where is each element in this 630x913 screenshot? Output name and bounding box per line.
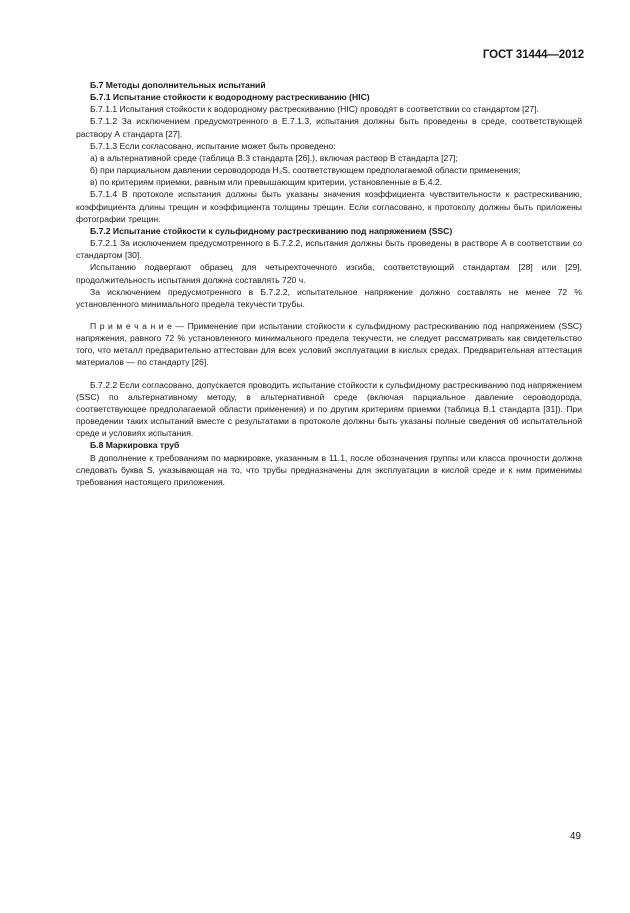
paragraph: Б.7.1.2 За исключением предусмотренного в Е.7.1.3, испытания должны быть проведены в среде, соответствующей раствору А стандарта [27].	[76, 116, 582, 139]
paragraph: В дополнение к требованиям по маркировке, указанным в 11.1, после обозначения группы или класса прочности должна следовать буква S, указывающая на то, что трубы предназначены для эксплуатации в кислой среде и к ним применимы требования настоящего приложения.	[76, 452, 582, 487]
page-number: 49	[569, 831, 581, 842]
paragraph: Б.7.1.4 В протоколе испытания должны быть указаны значения коэффициента чувствительности к растрескиванию, коэффициента длины трещин и коэффициента толщины трещин. Если согласовано, к протоколу должны быть приложены фотографии трещин.	[76, 189, 582, 224]
document-number: ГОСТ 31444—2012	[482, 49, 584, 61]
section-heading-b71: Б.7.1 Испытание стойкости к водородному растрескиванию (HIC)	[90, 92, 370, 103]
section-heading-b8: Б.8 Маркировка труб	[90, 440, 180, 451]
list-item: в) по критериям приемки, равным или превышающим критерии, установленные в Б.4.2.	[90, 177, 443, 188]
paragraph: Б.7.1.1 Испытания стойкости к водородному растрескиванию (HIC) проводят в соответствии со стандартом [27].	[90, 104, 539, 115]
section-heading-b7: Б.7 Методы дополнительных испытаний	[90, 80, 266, 90]
list-item: б) при парциальном давлении сероводорода H₂S, соответствующем предполагаемой области применения;	[90, 165, 521, 176]
paragraph: Б.7.2.2 Если согласовано, допускается проводить испытание стойкости к сульфидному растрескиванию под напряжением (SSC) по альтернативному методу, в альтернативной среде (включая парциальное давление сероводорода, соответствующее предполагаемой области применения) и по другим критериям приемки (таблица В.1 стандарта [31]). При проведении таких испытаний вместе с результатами в протоколе должны быть указаны полные сведения об испытательной среде и условиях испытания.	[76, 379, 582, 439]
paragraph: Б.7.2.1 За исключением предусмотренного в Б.7.2.2, испытания должны быть проведены в растворе А в соответствии со стандартом [30].	[76, 238, 582, 261]
paragraph: За исключением предусмотренного в Б.7.2.2, испытательное напряжение должно составлять не менее 72 % установленного минимального предела текучести трубы.	[76, 286, 582, 309]
paragraph: Б.7.1.3 Если согласовано, испытание может быть проведено:	[90, 140, 336, 151]
section-heading-b72: Б.7.2 Испытание стойкости к сульфидному растрескиванию под напряжением (SSC)	[90, 225, 453, 236]
note: П р и м е ч а н и е — Применение при испытании стойкости к сульфидному растрескиванию под напряжением (SSC) напряжения, равного 72 % установленного минимального предела текучести, не следует рассматривать как свидетельство того, что металл предварительно аттестован для всех условий эксплуатации в кислых средах. Предварительная аттестация материалов — по стандарту [26].	[76, 320, 582, 368]
paragraph: Испытанию подвергают образец для четырехточечного изгиба, соответствующий стандартам [28] или [29], продолжительность испытания должна составлять 720 ч.	[76, 262, 582, 285]
list-item: а) в альтернативной среде (таблица В.3 стандарта [26].), включая раствор В стандарта [27];	[90, 152, 458, 163]
document-body	[76, 79, 582, 488]
